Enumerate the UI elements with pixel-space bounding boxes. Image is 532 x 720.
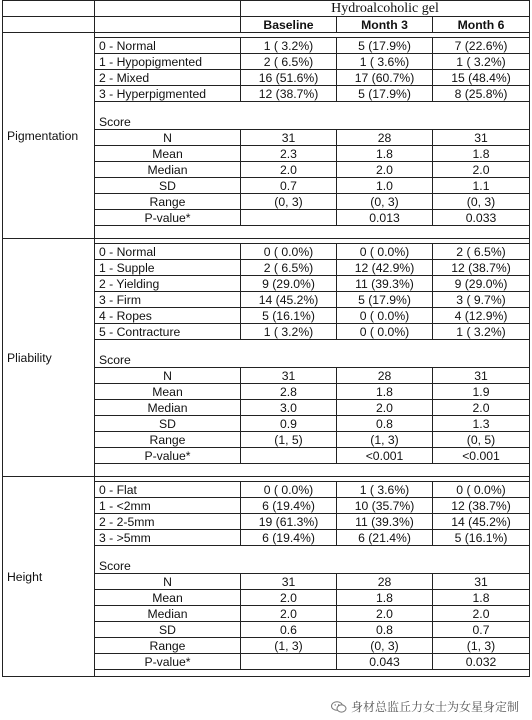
- stat-value: 1.8: [337, 384, 433, 400]
- stat-label: Median: [95, 162, 241, 178]
- results-table-body: [3, 1, 530, 677]
- stat-value: 1.9: [433, 384, 530, 400]
- stat-label: N: [95, 368, 241, 384]
- stat-value: <0.001: [337, 448, 433, 464]
- category-value: 4 (12.9%): [433, 308, 530, 324]
- category-label: 4 - Ropes: [95, 308, 241, 324]
- stat-value: <0.001: [433, 448, 530, 464]
- category-value: 0 ( 0.0%): [241, 482, 337, 498]
- category-label: 5 - Contracture: [95, 324, 241, 340]
- stat-value: 0.8: [337, 622, 433, 638]
- column-header-baseline: Baseline: [241, 17, 337, 33]
- category-value: 1 ( 3.2%): [433, 324, 530, 340]
- category-value: 10 (35.7%): [337, 498, 433, 514]
- header-row-group: [3, 1, 530, 17]
- header-blank-cell: [95, 17, 241, 33]
- stat-label: N: [95, 574, 241, 590]
- category-value: 16 (51.6%): [241, 70, 337, 86]
- score-label: Score: [95, 558, 530, 574]
- stat-value: (1, 3): [241, 638, 337, 654]
- spacer-cell: [95, 102, 530, 115]
- category-label: 3 - Hyperpigmented: [95, 86, 241, 102]
- category-value: 15 (48.4%): [433, 70, 530, 86]
- stat-value: 2.8: [241, 384, 337, 400]
- stat-value: 2.0: [241, 590, 337, 606]
- category-value: 12 (38.7%): [241, 86, 337, 102]
- category-value: 7 (22.6%): [433, 38, 530, 54]
- stat-label: P-value*: [95, 448, 241, 464]
- category-value: 0 ( 0.0%): [241, 244, 337, 260]
- stat-value: (0, 3): [337, 194, 433, 210]
- watermark: [328, 697, 522, 716]
- column-header-month-6: Month 6: [433, 17, 530, 33]
- category-value: 1 ( 3.6%): [337, 482, 433, 498]
- stat-label: Mean: [95, 590, 241, 606]
- stat-label: SD: [95, 622, 241, 638]
- category-label: 3 - Firm: [95, 292, 241, 308]
- category-value: 0 ( 0.0%): [337, 244, 433, 260]
- category-value: 6 (21.4%): [337, 530, 433, 546]
- stat-value: 2.0: [241, 606, 337, 622]
- stat-value: 31: [433, 574, 530, 590]
- stat-label: P-value*: [95, 654, 241, 670]
- stat-value: 0.9: [241, 416, 337, 432]
- stat-value: 31: [433, 130, 530, 146]
- stat-value: 31: [433, 368, 530, 384]
- category-value: 2 ( 6.5%): [241, 54, 337, 70]
- header-blank-cell: [95, 1, 241, 17]
- stat-label: SD: [95, 416, 241, 432]
- category-value: 3 ( 9.7%): [433, 292, 530, 308]
- stat-value: 1.0: [337, 178, 433, 194]
- category-value: 9 (29.0%): [433, 276, 530, 292]
- stat-value: 0.6: [241, 622, 337, 638]
- category-value: 12 (38.7%): [433, 260, 530, 276]
- stat-value: (1, 5): [241, 432, 337, 448]
- category-value: 5 (17.9%): [337, 292, 433, 308]
- stat-value: 1.8: [337, 146, 433, 162]
- stat-label: Range: [95, 638, 241, 654]
- stat-value: 2.0: [241, 162, 337, 178]
- stat-value: 2.0: [433, 162, 530, 178]
- header-blank-cell: [3, 17, 95, 33]
- stat-label: Mean: [95, 384, 241, 400]
- stat-value: 0.013: [337, 210, 433, 226]
- category-value: 1 ( 3.6%): [337, 54, 433, 70]
- category-value: 1 ( 3.2%): [241, 38, 337, 54]
- stat-value: 31: [241, 574, 337, 590]
- stat-value: 0.8: [337, 416, 433, 432]
- category-label: 2 - Yielding: [95, 276, 241, 292]
- category-value: 12 (38.7%): [433, 498, 530, 514]
- category-value: 11 (39.3%): [337, 276, 433, 292]
- category-label: 0 - Normal: [95, 38, 241, 54]
- category-value: 2 ( 6.5%): [241, 260, 337, 276]
- stat-value: 31: [241, 368, 337, 384]
- spacer-cell: [95, 464, 530, 477]
- category-value: 14 (45.2%): [241, 292, 337, 308]
- category-label: 1 - <2mm: [95, 498, 241, 514]
- column-header-month-3: Month 3: [337, 17, 433, 33]
- stat-value: 2.0: [433, 400, 530, 416]
- category-value: 12 (42.9%): [337, 260, 433, 276]
- stat-value: 1.8: [337, 590, 433, 606]
- stat-label: Range: [95, 194, 241, 210]
- stat-value: 1.8: [433, 590, 530, 606]
- group-title: Hydroalcoholic gel: [241, 1, 530, 17]
- category-value: 5 (16.1%): [433, 530, 530, 546]
- category-value: 17 (60.7%): [337, 70, 433, 86]
- category-value: 5 (17.9%): [337, 38, 433, 54]
- stat-value: (1, 3): [433, 638, 530, 654]
- stat-value: [241, 210, 337, 226]
- stat-value: 31: [241, 130, 337, 146]
- stat-label: SD: [95, 178, 241, 194]
- category-value: 14 (45.2%): [433, 514, 530, 530]
- category-label: 0 - Flat: [95, 482, 241, 498]
- category-value: 6 (19.4%): [241, 530, 337, 546]
- section-name: Pigmentation: [3, 33, 95, 239]
- category-value: 19 (61.3%): [241, 514, 337, 530]
- watermark-text: 身材总监丘力女士为女星身定制: [350, 700, 519, 714]
- category-value: 0 ( 0.0%): [433, 482, 530, 498]
- results-table: [2, 0, 530, 677]
- category-value: 6 (19.4%): [241, 498, 337, 514]
- stat-value: 2.0: [337, 400, 433, 416]
- stat-label: P-value*: [95, 210, 241, 226]
- category-value: 5 (17.9%): [337, 86, 433, 102]
- stat-value: [241, 448, 337, 464]
- stat-value: 0.032: [433, 654, 530, 670]
- category-value: 8 (25.8%): [433, 86, 530, 102]
- spacer-cell: [95, 340, 530, 353]
- stat-value: (1, 3): [337, 432, 433, 448]
- category-value: 2 ( 6.5%): [433, 244, 530, 260]
- category-value: 0 ( 0.0%): [337, 324, 433, 340]
- stat-value: (0, 3): [337, 638, 433, 654]
- header-blank-cell: [3, 1, 95, 17]
- category-value: 1 ( 3.2%): [241, 324, 337, 340]
- spacer-cell: [95, 670, 530, 677]
- wechat-icon: [331, 701, 347, 713]
- spacer-cell: [95, 546, 530, 559]
- stat-value: 1.8: [433, 146, 530, 162]
- category-label: 2 - Mixed: [95, 70, 241, 86]
- stat-value: 0.033: [433, 210, 530, 226]
- category-value: 0 ( 0.0%): [337, 308, 433, 324]
- stat-label: N: [95, 130, 241, 146]
- section-name: Pliability: [3, 239, 95, 477]
- stat-value: 2.0: [337, 162, 433, 178]
- stat-label: Median: [95, 606, 241, 622]
- stat-value: (0, 3): [433, 194, 530, 210]
- section-name: Height: [3, 477, 95, 677]
- category-label: 1 - Hypopigmented: [95, 54, 241, 70]
- stat-value: 0.7: [433, 622, 530, 638]
- category-label: 2 - 2-5mm: [95, 514, 241, 530]
- score-label: Score: [95, 352, 530, 368]
- stat-value: 0.7: [241, 178, 337, 194]
- score-label: Score: [95, 114, 530, 130]
- stat-value: 2.0: [433, 606, 530, 622]
- stat-value: 3.0: [241, 400, 337, 416]
- category-value: 1 ( 3.2%): [433, 54, 530, 70]
- stat-value: 2.0: [337, 606, 433, 622]
- category-value: 5 (16.1%): [241, 308, 337, 324]
- stat-value: (0, 3): [241, 194, 337, 210]
- stat-value: 28: [337, 574, 433, 590]
- stat-value: 2.3: [241, 146, 337, 162]
- category-label: 0 - Normal: [95, 244, 241, 260]
- stat-value: 0.043: [337, 654, 433, 670]
- stat-value: [241, 654, 337, 670]
- stat-label: Median: [95, 400, 241, 416]
- category-value: 11 (39.3%): [337, 514, 433, 530]
- spacer-cell: [95, 226, 530, 239]
- category-label: 3 - >5mm: [95, 530, 241, 546]
- stat-value: 28: [337, 368, 433, 384]
- header-row-columns: [3, 17, 530, 33]
- stat-value: (0, 5): [433, 432, 530, 448]
- stat-value: 1.1: [433, 178, 530, 194]
- stat-value: 28: [337, 130, 433, 146]
- category-label: 1 - Supple: [95, 260, 241, 276]
- category-value: 9 (29.0%): [241, 276, 337, 292]
- stat-value: 1.3: [433, 416, 530, 432]
- stat-label: Range: [95, 432, 241, 448]
- stat-label: Mean: [95, 146, 241, 162]
